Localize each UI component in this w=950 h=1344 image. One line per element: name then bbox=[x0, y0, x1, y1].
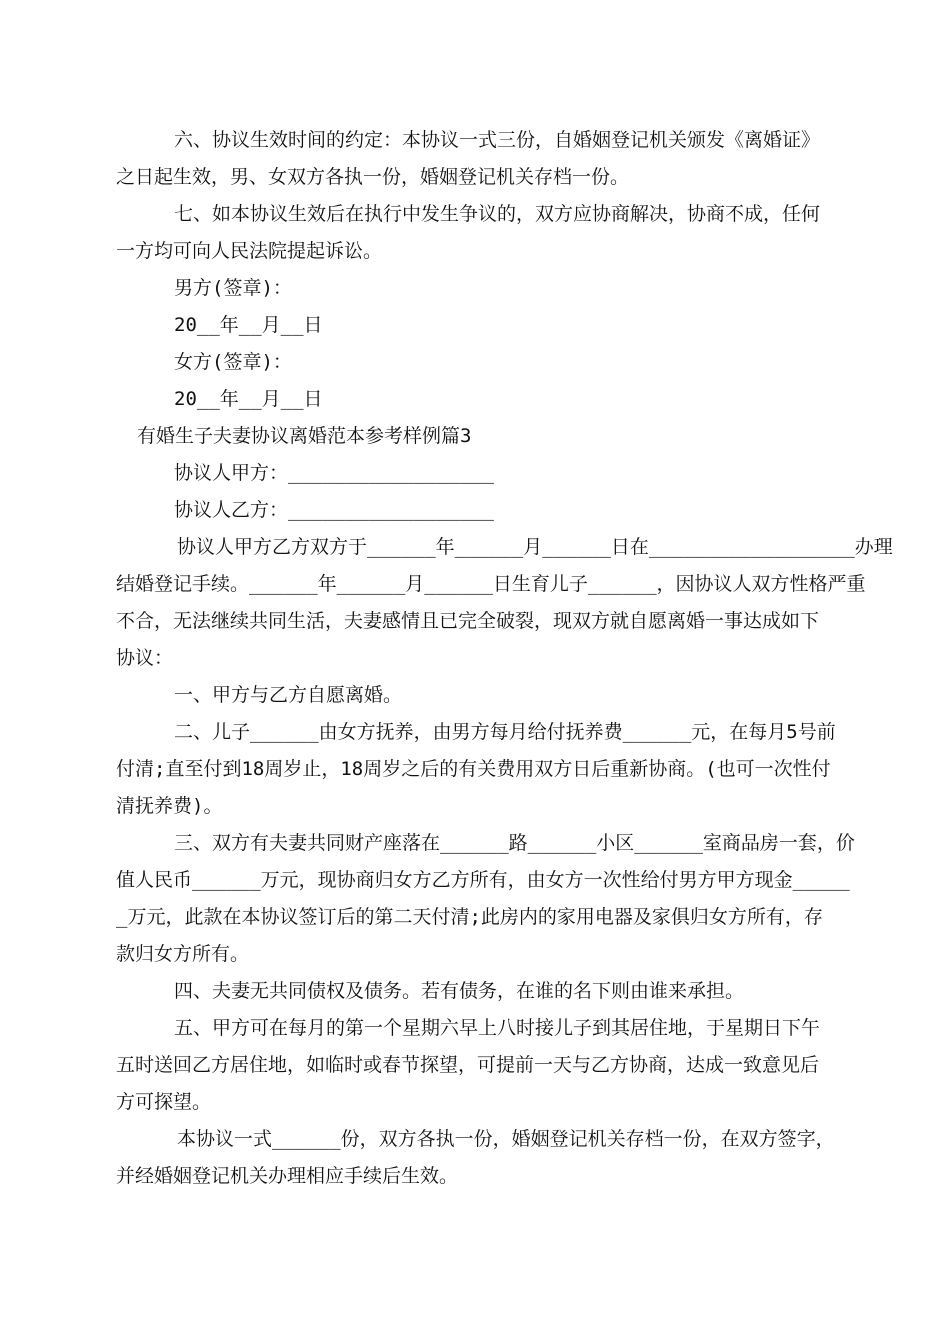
paragraph-line: 不合，无法继续共同生活，夫妻感情且已完全破裂，现双方就自愿离婚一事达成如下 bbox=[116, 610, 820, 632]
clause-2: 二、儿子______由女方抚养，由男方每月给付抚养费______元，在每月5号前 bbox=[174, 721, 836, 743]
paragraph-line: _万元，此款在本协议签订后的第二天付清;此房内的家用电器及家俱归女方所有，存 bbox=[116, 906, 823, 928]
party-b-line: 协议人乙方：__________________ bbox=[174, 499, 494, 521]
paragraph-line: 清抚养费)。 bbox=[116, 795, 223, 817]
date-line-male: 20__年__月__日 bbox=[174, 314, 323, 336]
section-heading: 有婚生子夫妻协议离婚范本参考样例篇3 bbox=[137, 425, 472, 447]
paragraph-line: 协议人甲方乙方双方于______年______月______日在__________________办理 bbox=[177, 536, 893, 558]
signature-label-female: 女方(签章)： bbox=[174, 351, 292, 373]
paragraph-line: 付清;直至付到18周岁止，18周岁之后的有关费用双方日后重新协商。(也可一次性付 bbox=[116, 758, 831, 780]
paragraph-line: 协议： bbox=[116, 647, 174, 669]
closing-clause: 本协议一式______份，双方各执一份，婚姻登记机关存档一份，在双方签字， bbox=[177, 1128, 835, 1150]
paragraph-line: 五时送回乙方居住地，如临时或春节探望，可提前一天与乙方协商，达成一致意见后 bbox=[116, 1054, 820, 1076]
clause-5: 五、甲方可在每月的第一个星期六早上八时接儿子到其居住地，于星期日下午 bbox=[174, 1017, 821, 1039]
paragraph-line: 并经婚姻登记机关办理相应手续后生效。 bbox=[116, 1165, 459, 1187]
date-line-female: 20__年__月__日 bbox=[174, 388, 323, 410]
paragraph-line: 值人民币______万元，现协商归女方乙方所有，由女方一次性给付男方甲方现金_____ bbox=[116, 869, 850, 891]
paragraph-line: 结婚登记手续。______年______月______日生育儿子______，因协议人双方性格严重 bbox=[116, 573, 866, 595]
clause-4: 四、夫妻无共同债权及债务。若有债务，在谁的名下则由谁来承担。 bbox=[174, 980, 745, 1002]
paragraph-line: 之日起生效，男、女双方各执一份，婚姻登记机关存档一份。 bbox=[116, 166, 630, 188]
clause-3: 三、双方有夫妻共同财产座落在______路______小区______室商品房一套，价 bbox=[174, 832, 855, 854]
party-a-line: 协议人甲方：__________________ bbox=[174, 462, 494, 484]
paragraph-line: 七、如本协议生效后在执行中发生争议的，双方应协商解决，协商不成，任何 bbox=[174, 203, 821, 225]
paragraph-line: 一方均可向人民法院提起诉讼。 bbox=[116, 240, 383, 262]
paragraph-line: 六、协议生效时间的约定：本协议一式三份，自婚姻登记机关颁发《离婚证》 bbox=[174, 129, 821, 151]
signature-label-male: 男方(签章)： bbox=[174, 277, 292, 299]
clause-1: 一、甲方与乙方自愿离婚。 bbox=[174, 684, 403, 706]
paragraph-line: 款归女方所有。 bbox=[116, 943, 250, 965]
paragraph-line: 方可探望。 bbox=[116, 1091, 212, 1113]
